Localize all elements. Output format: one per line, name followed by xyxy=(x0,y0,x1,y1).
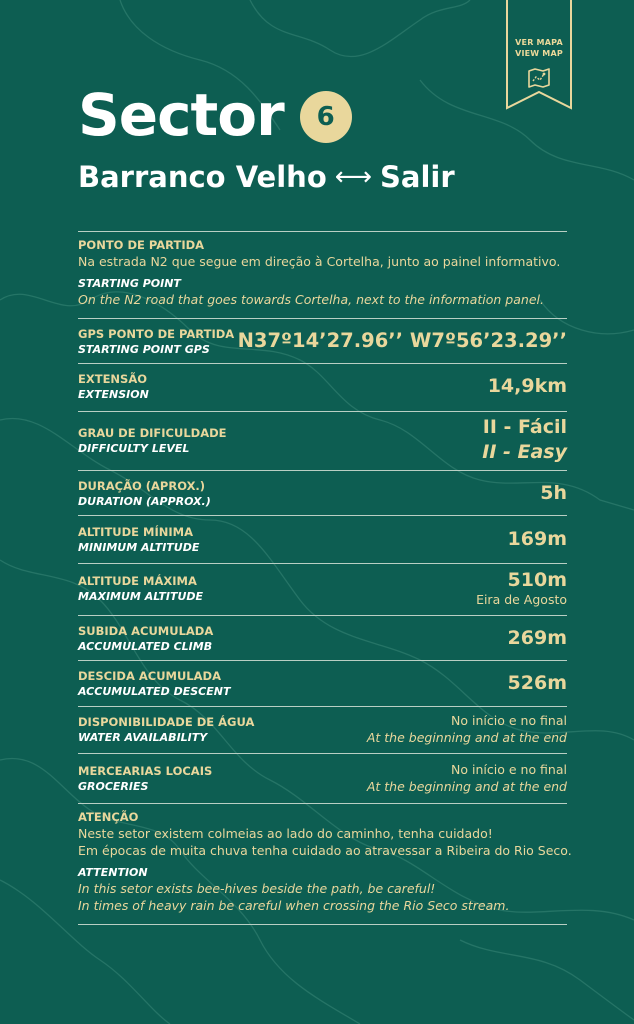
view-map-button[interactable] xyxy=(506,0,572,110)
duration-label-pt: DURAÇÃO (APROX.) xyxy=(78,479,206,493)
divider xyxy=(78,411,567,412)
min-altitude-value: 169m xyxy=(507,528,567,550)
double-arrow-icon: ⟷ xyxy=(334,162,373,192)
view-map-label-en: VIEW MAP xyxy=(515,49,563,58)
attention-label-pt: ATENÇÃO xyxy=(78,810,139,824)
divider xyxy=(78,753,567,754)
descent-label-en: ACCUMULATED DESCENT xyxy=(78,685,231,698)
start-point-label-en: STARTING POINT xyxy=(78,277,181,290)
climb-row xyxy=(78,624,567,658)
start-point-text-en: On the N2 road that goes towards Cortelha, next to the information panel. xyxy=(78,292,544,307)
duration-label-en: DURATION (APPROX.) xyxy=(78,495,211,508)
water-row xyxy=(78,715,567,749)
climb-value: 269m xyxy=(507,627,567,649)
start-point-section xyxy=(78,238,567,308)
start-point-text-pt: Na estrada N2 que segue em direção à Cortelha, junto ao painel informativo. xyxy=(78,254,561,269)
start-point-label-pt: PONTO DE PARTIDA xyxy=(78,238,205,252)
sector-title xyxy=(78,80,352,150)
sector-number-badge: 6 xyxy=(300,91,352,143)
attention-line2-en: In times of heavy rain be careful when crossing the Rio Seco stream. xyxy=(78,898,510,913)
water-label-pt: DISPONIBILIDADE DE ÁGUA xyxy=(78,715,255,729)
climb-label-pt: SUBIDA ACUMULADA xyxy=(78,624,214,638)
gps-row xyxy=(78,327,567,361)
water-label-en: WATER AVAILABILITY xyxy=(78,731,208,744)
groceries-row xyxy=(78,764,567,798)
max-altitude-place: Eira de Agosto xyxy=(476,592,567,607)
divider xyxy=(78,363,567,364)
descent-value: 526m xyxy=(507,672,567,694)
descent-row xyxy=(78,669,567,703)
difficulty-value-en: II - Easy xyxy=(482,441,567,463)
extension-label-en: EXTENSION xyxy=(78,388,149,401)
extension-label-pt: EXTENSÃO xyxy=(78,372,148,386)
attention-line2-pt: Em épocas de muita chuva tenha cuidado ao atravessar a Ribeira do Rio Seco. xyxy=(78,843,572,858)
route-title xyxy=(78,160,455,194)
divider xyxy=(78,231,567,232)
sector-word: Sector xyxy=(78,81,284,149)
divider xyxy=(78,318,567,319)
divider xyxy=(78,563,567,564)
divider xyxy=(78,515,567,516)
extension-value: 14,9km xyxy=(487,375,567,397)
groceries-value-pt: No início e no final xyxy=(451,762,567,777)
max-altitude-label-pt: ALTITUDE MÁXIMA xyxy=(78,574,197,588)
view-map-label-pt: VER MAPA xyxy=(515,38,563,47)
water-value-pt: No início e no final xyxy=(451,713,567,728)
attention-line1-en: In this setor exists bee-hives beside the path, be careful! xyxy=(78,881,436,896)
attention-label-en: ATTENTION xyxy=(78,866,148,879)
groceries-label-en: GROCERIES xyxy=(78,780,149,793)
max-altitude-row xyxy=(78,569,567,614)
divider xyxy=(78,660,567,661)
climb-label-en: ACCUMULATED CLIMB xyxy=(78,640,213,653)
difficulty-label-en: DIFFICULTY LEVEL xyxy=(78,442,190,455)
duration-value: 5h xyxy=(540,482,567,504)
groceries-value-en: At the beginning and at the end xyxy=(366,779,567,794)
divider xyxy=(78,615,567,616)
divider xyxy=(78,470,567,471)
route-to: Salir xyxy=(380,160,455,194)
water-value-en: At the beginning and at the end xyxy=(366,730,567,745)
map-icon xyxy=(528,68,550,88)
gps-label-pt: GPS PONTO DE PARTIDA xyxy=(78,327,235,341)
groceries-label-pt: MERCEARIAS LOCAIS xyxy=(78,764,213,778)
attention-line1-pt: Neste setor existem colmeias ao lado do caminho, tenha cuidado! xyxy=(78,826,493,841)
divider xyxy=(78,924,567,925)
min-altitude-label-pt: ALTITUDE MÍNIMA xyxy=(78,525,194,539)
divider xyxy=(78,706,567,707)
max-altitude-value: 510m xyxy=(507,569,567,591)
gps-label-en: STARTING POINT GPS xyxy=(78,343,210,356)
min-altitude-row xyxy=(78,525,567,559)
difficulty-value-pt: II - Fácil xyxy=(482,416,567,438)
descent-label-pt: DESCIDA ACUMULADA xyxy=(78,669,221,683)
duration-row xyxy=(78,479,567,513)
min-altitude-label-en: MINIMUM ALTITUDE xyxy=(78,541,200,554)
difficulty-label-pt: GRAU DE DIFICULDADE xyxy=(78,426,227,440)
route-from: Barranco Velho xyxy=(78,160,327,194)
gps-value: N37º14’27.96’’ W7º56’23.29’’ xyxy=(237,329,567,352)
extension-row xyxy=(78,372,567,406)
divider xyxy=(78,803,567,804)
max-altitude-label-en: MAXIMUM ALTITUDE xyxy=(78,590,204,603)
difficulty-row xyxy=(78,416,567,466)
attention-section xyxy=(78,810,572,914)
